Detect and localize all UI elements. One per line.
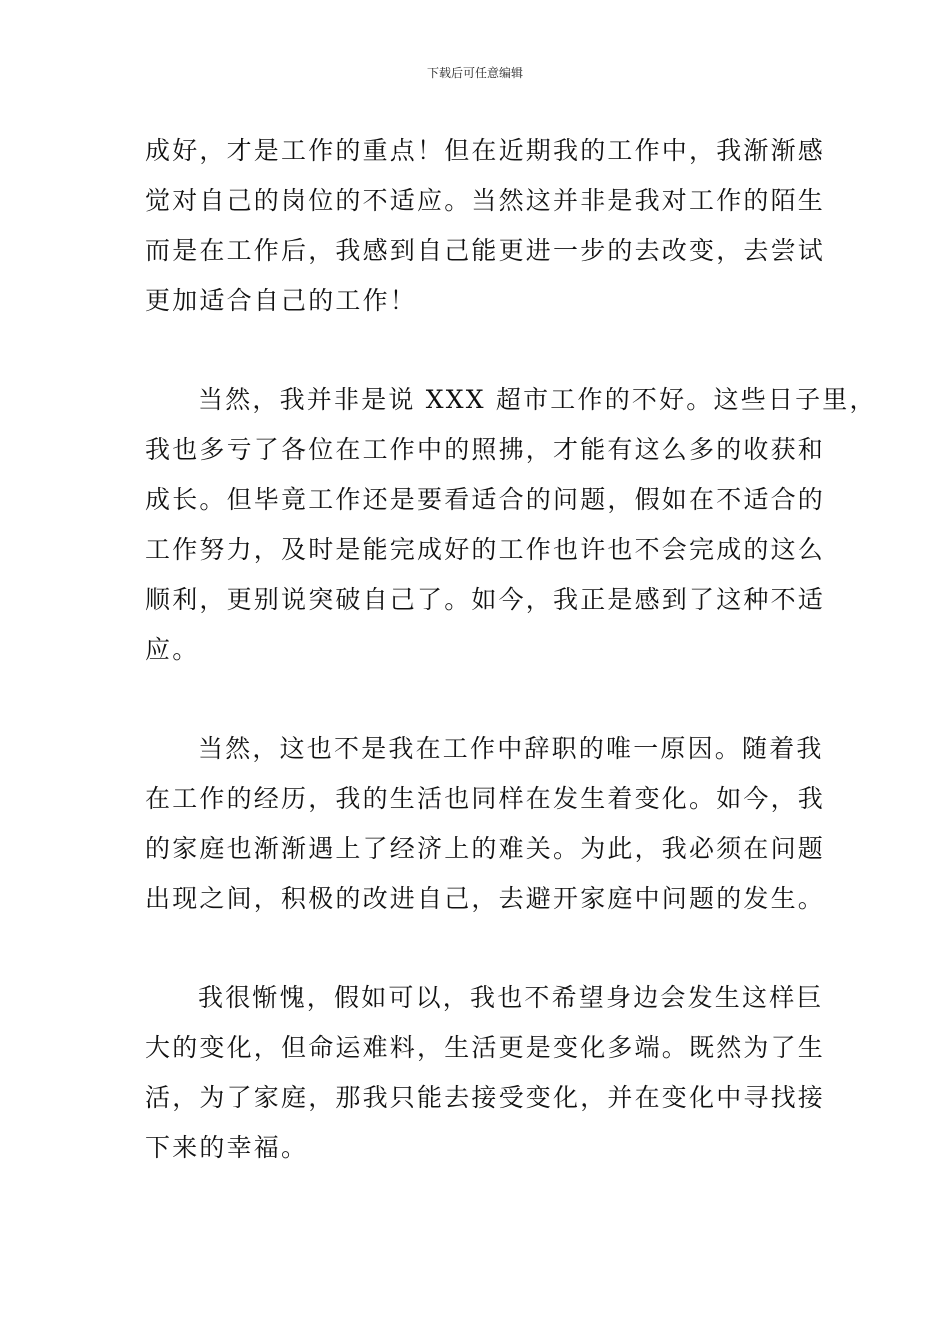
document-body (145, 126, 877, 1173)
text-line: 大的变化，但命运难料，生活更是变化多端。既然为了生 (145, 1033, 826, 1062)
text-line: 的家庭也渐渐遇上了经济上的难关。为此，我必须在问题 (145, 834, 826, 863)
text-line: 下来的幸福。 (145, 1133, 309, 1162)
text-line: 觉对自己的岗位的不适应。当然这并非是我对工作的陌生 (145, 186, 826, 215)
text-line: 当然，这也不是我在工作中辞职的唯一原因。随着我 (198, 734, 824, 763)
paragraph-1 (145, 126, 826, 326)
text-line: 工作努力，及时是能完成好的工作也许也不会完成的这么 (145, 535, 826, 564)
text-line: 我很惭愧，假如可以，我也不希望身边会发生这样巨 (198, 983, 824, 1012)
text-line: 当然，我并非是说 XXX 超市工作的不好。这些日子里， (198, 385, 877, 414)
page-header: 下载后可任意编辑 (426, 66, 523, 80)
text-line: 出现之间，积极的改进自己，去避开家庭中问题的发生。 (145, 884, 826, 913)
text-line: 我也多亏了各位在工作中的照拂，才能有这么多的收获和 (145, 435, 826, 464)
text-line: 在工作的经历，我的生活也同样在发生着变化。如今，我 (145, 784, 826, 813)
text-line: 成长。但毕竟工作还是要看适合的问题，假如在不适合的 (145, 485, 826, 514)
text-line: 成好，才是工作的重点！但在近期我的工作中，我渐渐感 (145, 136, 826, 165)
text-line: 顺利，更别说突破自己了。如今，我正是感到了这种不适 (145, 585, 826, 614)
text-line: 活，为了家庭，那我只能去接受变化，并在变化中寻找接 (145, 1083, 826, 1112)
paragraph-3 (145, 724, 826, 924)
text-line: 而是在工作后，我感到自己能更进一步的去改变，去尝试 (145, 236, 826, 265)
paragraph-4 (145, 973, 826, 1173)
text-line: 更加适合自己的工作！ (145, 286, 418, 315)
text-line: 应。 (145, 635, 200, 664)
paragraph-2 (145, 375, 877, 675)
